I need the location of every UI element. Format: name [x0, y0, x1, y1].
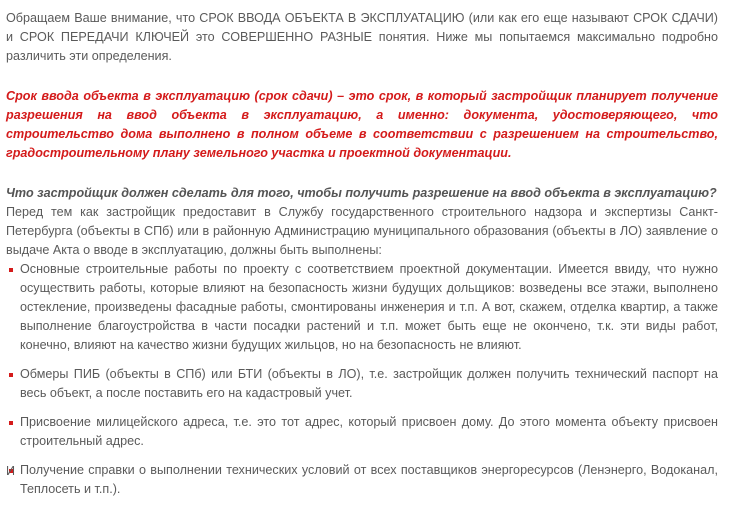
bullet-icon: [9, 373, 13, 377]
cut-off-next-line: И: [6, 464, 16, 478]
list-item-text: Получение справки о выполнении технических условий от всех поставщиков энергоресурсов (Ленэнерго, Водоканал, Теплосеть и т.п.).: [20, 463, 718, 496]
bullet-icon: [9, 268, 13, 272]
intro-paragraph: Обращаем Ваше внимание, что СРОК ВВОДА ОБЪЕКТА В ЭКСПЛУАТАЦИЮ (или как его еще называют СРОК СДАЧИ) и СРОК ПЕРЕДАЧИ КЛЮЧЕЙ это СОВЕРШЕННО РАЗНЫЕ понятия. Ниже мы попытаемся максимально подробно различить эти определения.: [6, 11, 718, 63]
article-content: [6, 9, 718, 509]
list-item: [6, 413, 718, 451]
list-item-text: Основные строительные работы по проекту с соответствием проектной документации. Имеется ввиду, что нужно осуществить работы, которые влияют на безопасность жизни будущих дольщиков: возведены все этажи, выполнено остекление, произведены фасадные работы, смонтированы инженерия и т.п. А вот, скажем, отделка квартир, а также выполнение благоустройства в части посадки растений и т.п. может быть еще не окончено, т.к. эти виды работ, конечно, влияют на качество жизни будущих жильцов, но на безопасность не влияют.: [20, 262, 718, 352]
requirements-list: [6, 260, 718, 499]
list-item: [6, 260, 718, 355]
list-item-text: Обмеры ПИБ (объекты в СПб) или БТИ (объекты в ЛО), т.е. застройщик должен получить технический паспорт на весь объект, а после поставить его на кадастровый учет.: [20, 367, 718, 400]
answer-intro-paragraph: Перед тем как застройщик предоставит в Службу государственного строительного надзора и экспертизы Санкт-Петербурга (объекты в СПб) или в районную Администрацию муниципального образования (объекты в ЛО) заявление о выдаче Акта о вводе в эксплуатацию, должны быть выполнены:: [6, 205, 718, 257]
list-item: [6, 461, 718, 499]
definition-paragraph: Срок ввода объекта в эксплуатацию (срок сдачи) – это срок, в который застройщик планирует получение разрешения на ввод объекта в эксплуатацию, а именно: документа, удостоверяющего, что строительство дома выполнено в полном объеме в соответствии с разрешением на строительство, градостроительному плану земельного участка и проектной документации.: [6, 89, 718, 160]
question-heading: Что застройщик должен сделать для того, чтобы получить разрешение на ввод объекта в эксплуатацию?: [6, 186, 717, 200]
list-item-text: Присвоение милицейского адреса, т.е. это тот адрес, который присвоен дому. До этого момента объекту присвоен строительный адрес.: [20, 415, 718, 448]
list-item: [6, 365, 718, 403]
bullet-icon: [9, 421, 13, 425]
